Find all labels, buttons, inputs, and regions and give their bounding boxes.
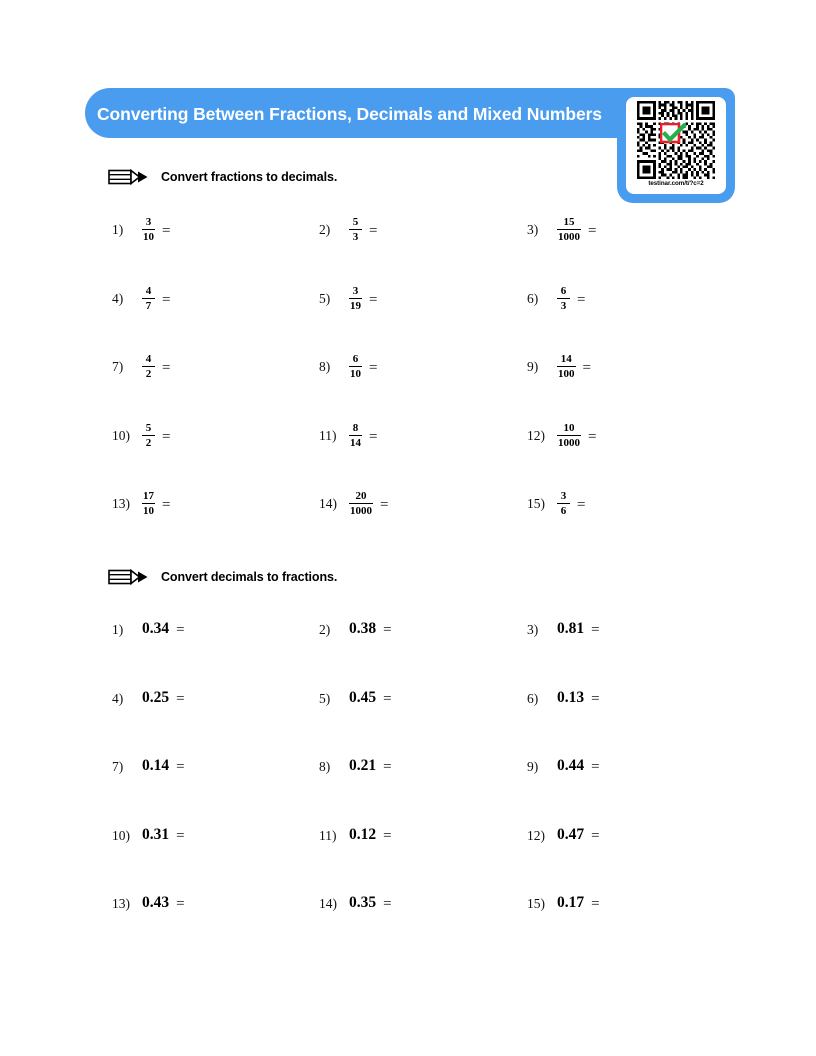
problem-number: 10) [112, 427, 130, 443]
problem-item[interactable] [112, 816, 185, 862]
fraction-bar [142, 298, 155, 299]
decimal-value: 0.13 [557, 688, 585, 706]
fraction-value [142, 347, 155, 380]
equals-sign: = [591, 896, 600, 912]
fraction-value [349, 416, 362, 449]
problem-item[interactable] [527, 610, 600, 656]
fraction-numerator: 3 [352, 284, 359, 297]
checkmark-icon [660, 123, 688, 148]
equals-sign: = [162, 291, 171, 308]
problem-row [0, 884, 816, 953]
problem-number: 10) [112, 827, 130, 843]
equals-sign: = [383, 759, 392, 775]
fraction-bar [142, 229, 155, 230]
fraction-denominator: 100 [558, 368, 575, 381]
equals-sign: = [162, 223, 171, 239]
problem-number: 6) [527, 290, 539, 306]
fraction-denominator: 2 [145, 368, 152, 381]
problem-row [0, 679, 816, 748]
problem-number: 13) [112, 896, 130, 911]
decimal-value: 0.44 [557, 757, 585, 774]
equals-sign: = [383, 827, 392, 844]
problem-number: 12) [527, 827, 545, 843]
fraction-value [557, 210, 581, 243]
fraction-value [349, 279, 362, 312]
problem-number: 7) [112, 359, 124, 374]
fraction-numerator: 8 [352, 421, 359, 434]
decimal-value: 0.34 [142, 620, 170, 637]
problem-item[interactable] [319, 679, 392, 725]
fraction-numerator: 17 [143, 490, 154, 502]
fraction-bar [557, 298, 570, 299]
fraction-bar [349, 503, 373, 504]
problem-number: 15) [527, 496, 545, 511]
fraction-bar [349, 435, 362, 436]
problem-number: 12) [527, 427, 545, 443]
fraction-denominator: 3 [560, 299, 567, 312]
fraction-value [557, 279, 570, 312]
problem-item[interactable] [527, 816, 600, 862]
problem-row [0, 610, 816, 679]
decimal-value: 0.21 [349, 757, 377, 774]
problem-number: 6) [527, 690, 539, 706]
equals-sign: = [369, 360, 378, 376]
fraction-numerator: 3 [560, 490, 567, 502]
decimal-value: 0.81 [557, 620, 585, 637]
fraction-numerator: 20 [355, 490, 367, 502]
equals-sign: = [591, 827, 600, 844]
problem-item[interactable] [527, 210, 596, 256]
fraction-bar [142, 435, 155, 436]
fraction-denominator: 3 [352, 231, 359, 244]
problem-item[interactable] [112, 210, 170, 256]
fraction-value [142, 279, 155, 312]
problem-number: 11) [319, 427, 337, 443]
problem-row [0, 279, 816, 348]
decimal-value: 0.45 [349, 688, 377, 706]
fraction-numerator: 6 [352, 353, 359, 365]
equals-sign: = [176, 690, 185, 707]
problem-number: 13) [112, 496, 130, 511]
problem-number: 4) [112, 290, 124, 306]
qr-url-label: testinar.com/t/?c=2 [648, 180, 704, 187]
fraction-denominator: 1000 [558, 231, 580, 244]
problem-item[interactable] [319, 610, 392, 656]
problem-item[interactable] [319, 416, 377, 462]
problem-item[interactable] [112, 610, 185, 656]
fraction-value [142, 416, 155, 449]
problem-item[interactable] [112, 884, 185, 930]
problem-number: 4) [112, 690, 124, 706]
decimal-value: 0.35 [349, 894, 377, 911]
fraction-denominator: 10 [143, 231, 154, 244]
fraction-value [557, 484, 570, 517]
fraction-denominator: 1000 [558, 436, 580, 449]
equals-sign: = [380, 497, 389, 513]
equals-sign: = [591, 690, 600, 707]
problem-number: 3) [527, 222, 539, 237]
equals-sign: = [577, 291, 586, 308]
problem-number: 11) [319, 827, 337, 843]
fraction-bar [557, 435, 581, 436]
fraction-value [349, 210, 362, 243]
problem-item[interactable] [319, 816, 392, 862]
problem-number: 14) [319, 896, 337, 911]
problem-row [0, 416, 816, 485]
fraction-value [142, 484, 155, 517]
fraction-numerator: 4 [145, 284, 152, 297]
problem-number: 8) [319, 359, 331, 374]
problem-item[interactable] [319, 347, 377, 393]
equals-sign: = [369, 291, 378, 308]
equals-sign: = [588, 428, 597, 445]
equals-sign: = [383, 896, 392, 912]
fraction-numerator: 5 [145, 421, 152, 434]
fraction-value [349, 484, 373, 517]
decimal-value: 0.17 [557, 894, 585, 911]
fraction-bar [557, 503, 570, 504]
fraction-bar [142, 366, 155, 367]
page-title: Converting Between Fractions, Decimals and Mixed Numbers [97, 104, 602, 124]
problem-number: 2) [319, 222, 331, 237]
fraction-bar [557, 366, 576, 367]
fraction-bar [349, 229, 362, 230]
equals-sign: = [369, 428, 378, 445]
decimal-value: 0.38 [349, 620, 377, 637]
fraction-denominator: 10 [143, 505, 154, 518]
fraction-denominator: 14 [350, 436, 361, 449]
problem-number: 9) [527, 359, 539, 374]
problem-item[interactable] [112, 416, 170, 462]
qr-matrix-wrapper [630, 101, 722, 179]
problem-item[interactable] [319, 884, 392, 930]
equals-sign: = [176, 622, 185, 638]
equals-sign: = [176, 759, 185, 775]
problem-item[interactable] [112, 747, 185, 793]
section-label: Convert fractions to decimals. [161, 170, 338, 184]
problem-item[interactable] [527, 416, 596, 462]
problem-item[interactable] [527, 279, 585, 325]
qr-code-badge[interactable] [617, 88, 735, 203]
equals-sign: = [162, 428, 171, 445]
fraction-value [142, 210, 155, 243]
qr-card [626, 97, 726, 194]
fraction-denominator: 10 [350, 368, 361, 381]
equals-sign: = [369, 223, 378, 239]
fraction-numerator: 6 [560, 284, 567, 297]
problem-number: 1) [112, 622, 124, 637]
problem-number: 5) [319, 290, 331, 306]
equals-sign: = [162, 497, 171, 513]
problem-row [0, 347, 816, 416]
decimal-problem-grid [0, 610, 816, 953]
problem-number: 3) [527, 622, 539, 637]
problem-row [0, 747, 816, 816]
fraction-numerator: 5 [352, 216, 359, 228]
problem-item[interactable] [319, 279, 377, 325]
problem-item[interactable] [112, 484, 170, 530]
fraction-bar [349, 366, 362, 367]
problem-number: 7) [112, 759, 124, 774]
problem-number: 1) [112, 222, 124, 237]
fraction-value [557, 347, 576, 380]
problem-item[interactable] [112, 679, 185, 725]
equals-sign: = [577, 497, 586, 513]
problem-number: 14) [319, 496, 337, 511]
problem-item[interactable] [319, 484, 388, 530]
problem-item[interactable] [112, 279, 170, 325]
problem-number: 5) [319, 690, 331, 706]
section-label: Convert decimals to fractions. [161, 570, 338, 584]
equals-sign: = [383, 690, 392, 707]
equals-sign: = [582, 360, 591, 376]
problem-item[interactable] [527, 747, 600, 793]
equals-sign: = [383, 622, 392, 638]
decimal-value: 0.12 [349, 825, 377, 843]
problem-number: 9) [527, 759, 539, 774]
decimal-value: 0.14 [142, 757, 170, 774]
section-heading-fractions [108, 164, 337, 190]
fraction-numerator: 14 [560, 353, 572, 365]
fraction-bar [557, 229, 581, 230]
problem-item[interactable] [112, 347, 170, 393]
fraction-denominator: 1000 [350, 505, 372, 518]
fraction-denominator: 2 [145, 436, 152, 449]
fraction-denominator: 7 [145, 299, 152, 312]
pencil-icon [108, 566, 154, 588]
section-heading-decimals [108, 564, 337, 590]
problem-item[interactable] [527, 679, 600, 725]
problem-item[interactable] [527, 484, 585, 530]
problem-item[interactable] [527, 347, 591, 393]
decimal-value: 0.43 [142, 894, 170, 911]
problem-number: 2) [319, 622, 331, 637]
equals-sign: = [162, 360, 171, 376]
equals-sign: = [176, 896, 185, 912]
problem-number: 15) [527, 896, 545, 911]
problem-row [0, 210, 816, 279]
equals-sign: = [176, 827, 185, 844]
fraction-numerator: 15 [563, 216, 575, 228]
problem-number: 8) [319, 759, 331, 774]
fraction-value [349, 347, 362, 380]
problem-item[interactable] [319, 747, 392, 793]
problem-item[interactable] [527, 884, 600, 930]
problem-row [0, 484, 816, 553]
pencil-icon [108, 166, 154, 188]
problem-item[interactable] [319, 210, 377, 256]
fraction-denominator: 19 [350, 299, 361, 312]
fraction-numerator: 3 [145, 216, 152, 228]
decimal-value: 0.25 [142, 688, 170, 706]
fraction-bar [142, 503, 155, 504]
fraction-denominator: 6 [560, 505, 567, 518]
equals-sign: = [591, 759, 600, 775]
fraction-value [557, 416, 581, 449]
decimal-value: 0.47 [557, 825, 585, 843]
fraction-bar [349, 298, 362, 299]
fraction-numerator: 4 [145, 353, 152, 365]
equals-sign: = [588, 223, 597, 239]
decimal-value: 0.31 [142, 825, 170, 843]
fraction-numerator: 10 [563, 421, 575, 434]
problem-row [0, 816, 816, 885]
equals-sign: = [591, 622, 600, 638]
fraction-problem-grid [0, 210, 816, 553]
